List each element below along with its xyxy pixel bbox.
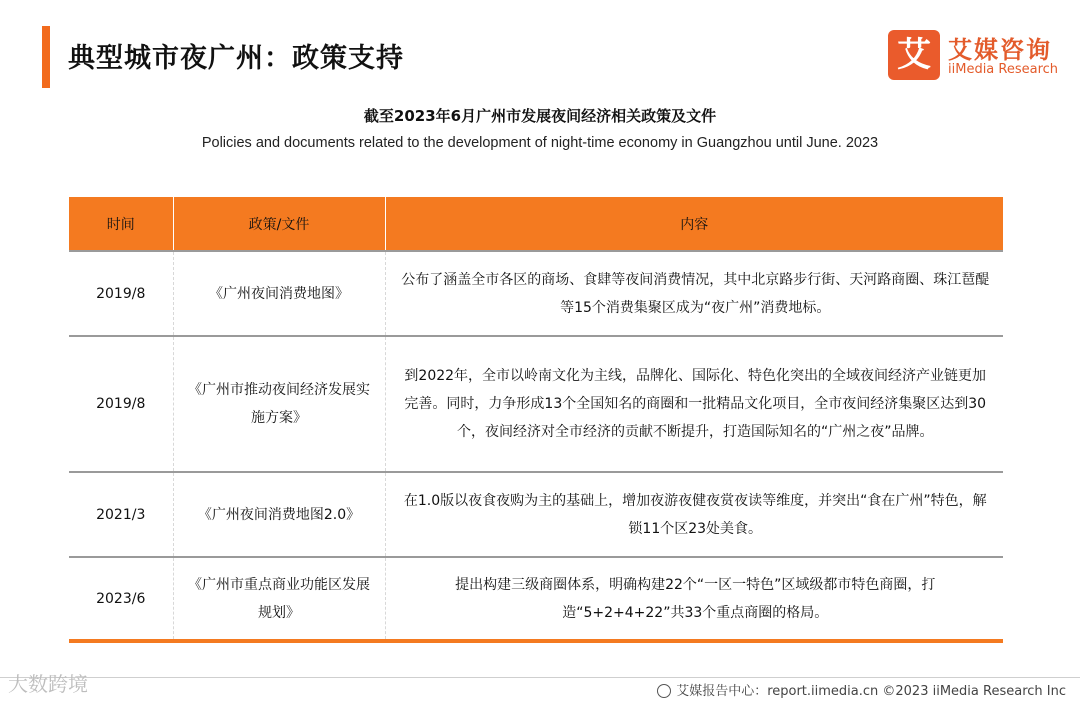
table-row [69, 472, 1003, 557]
column-header-policy: 政策/文件 [173, 197, 385, 251]
footer-divider [0, 677, 1080, 678]
column-header-content: 内容 [385, 197, 1003, 251]
footer-source-text: 艾媒报告中心：report.iimedia.cn ©2023 iiMedia Research Inc [676, 684, 1066, 699]
row-content: 公布了涵盖全市各区的商场、食肆等夜间消费情况，其中北京路步行街、天河路商圈、珠江琶醍等15个消费集聚区成为“夜广州”消费地标。 [385, 251, 1003, 336]
row-date: 2019/8 [69, 251, 173, 336]
row-content: 在1.0版以夜食夜购为主的基础上，增加夜游夜健夜赏夜读等维度，并突出“食在广州”特色，解锁11个区23处美食。 [385, 472, 1003, 557]
policy-table [69, 197, 1003, 643]
table-header-row [69, 197, 1003, 251]
footer-source [657, 680, 1066, 699]
row-policy: 《广州夜间消费地图2.0》 [173, 472, 385, 557]
table-row [69, 251, 1003, 336]
logo-cn-text: 艾媒咨询 [948, 36, 1052, 64]
watermark: 大数跨境 [8, 672, 88, 696]
row-policy: 《广州夜间消费地图》 [173, 251, 385, 336]
row-policy: 《广州市推动夜间经济发展实施方案》 [173, 336, 385, 472]
subtitle-en: Policies and documents related to the development of night-time economy in Guangzhou until June. 2023 [201, 135, 879, 151]
row-date: 2019/8 [69, 336, 173, 472]
row-content: 提出构建三级商圈体系，明确构建22个“一区一特色”区域级都市特色商圈，打造“5+2+4+22”共33个重点商圈的格局。 [385, 557, 1003, 641]
table-row [69, 336, 1003, 472]
logo-mark-icon: 艾 [888, 30, 940, 80]
title-accent-bar [42, 26, 50, 88]
row-date: 2021/3 [69, 472, 173, 557]
logo-en-text: iiMedia Research [948, 62, 1059, 77]
subtitle-cn: 截至2023年6月广州市发展夜间经济相关政策及文件 [363, 107, 717, 125]
column-header-date: 时间 [69, 197, 173, 251]
row-content: 到2022年，全市以岭南文化为主线，品牌化、国际化、特色化突出的全域夜间经济产业链更加完善。同时，力争形成13个全国知名的商圈和一批精品文化项目，全市夜间经济集聚区达到30个，夜间经济对全市经济的贡献不断提升，打造国际知名的“广州之夜”品牌。 [385, 336, 1003, 472]
iimedia-logo [888, 30, 1063, 80]
table-row [69, 557, 1003, 641]
row-date: 2023/6 [69, 557, 173, 641]
page-title: 典型城市夜广州：政策支持 [68, 43, 404, 74]
row-policy: 《广州市重点商业功能区发展规划》 [173, 557, 385, 641]
globe-icon [657, 684, 671, 698]
